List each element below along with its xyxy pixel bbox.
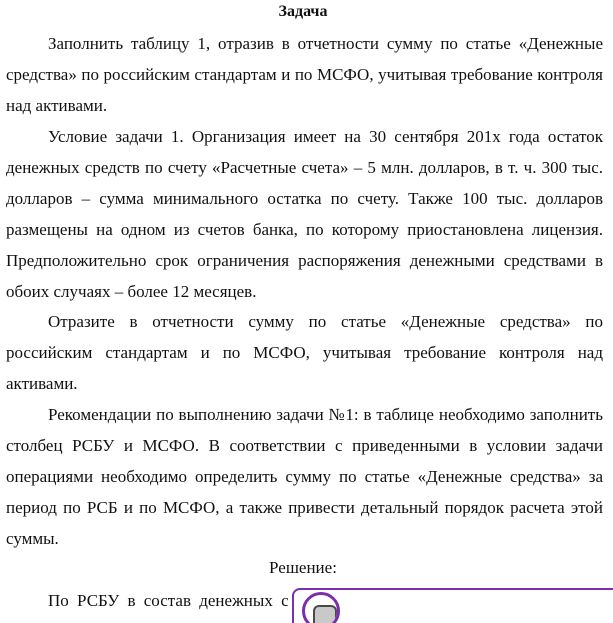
overlay-document-button[interactable]: [302, 592, 340, 623]
document-title: Задача: [278, 3, 328, 20]
solution-heading: Решение:: [269, 558, 337, 577]
paragraph-recommendations: Рекомендации по выполнению задачи №1: в таблице необходимо заполнить столбец РСБУ и МСФО. В соответствии с приведенными в условии задачи операциями необходимо определить сумму по статье «Денежные средства» за период по РСБ и по МСФО, а также привести детальный порядок расчета этой суммы.: [6, 405, 603, 548]
overlay-panel: [292, 588, 613, 623]
paragraph-task-description: Заполнить таблицу 1, отразив в отчетности сумму по статье «Денежные средства» по российским стандартам и по МСФО, учитывая требование контроля над активами.: [6, 34, 603, 115]
paragraph-task-condition: Условие задачи 1. Организация имеет на 30 сентября 201х года остаток денежных средств по счету «Расчетные счета» – 5 млн. долларов, в т. ч. 300 тыс. долларов – сумма минимального остатка по счету. Также 100 тыс. долларов размещены на одном из счетов банка, по которому приостановлена лицензия. Предположительно срок ограничения распоряжения денежными средствами в обоих случаях – более 12 месяцев.: [6, 127, 603, 301]
paragraph-solution-start: По РСБУ в состав денежных с: [48, 591, 289, 610]
document-icon: [313, 605, 337, 623]
paragraph-task-instruction: Отразите в отчетности сумму по статье «Денежные средства» по российским стандартам и по МСФО, учитывая требование контроля над активами.: [6, 312, 603, 393]
